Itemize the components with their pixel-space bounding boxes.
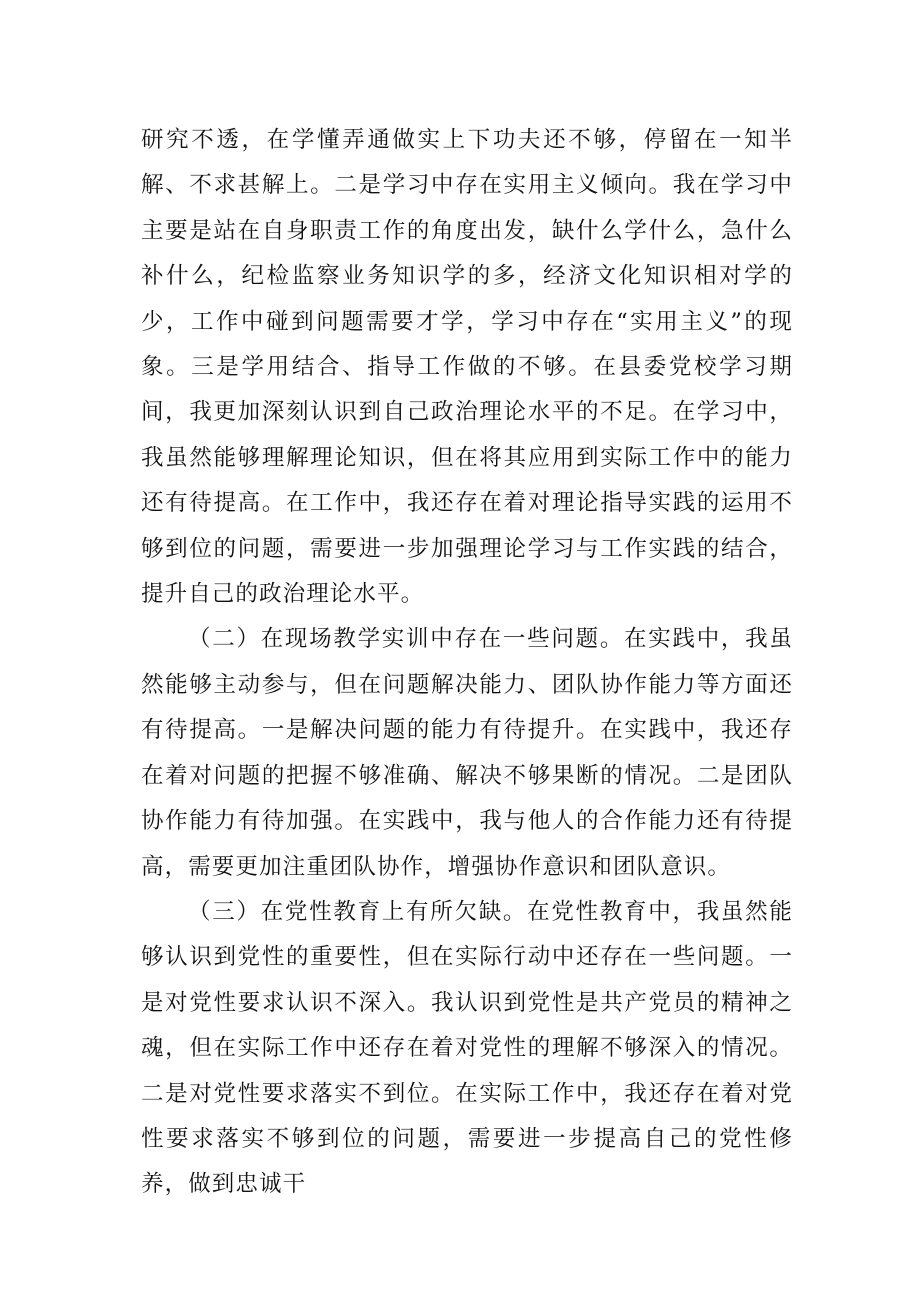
paragraph-party-spirit-issues: （三）在党性教育上有所欠缺。在党性教育中，我虽然能够认识到党性的重要性，但在实际行动中还存在一些问题。一是对党性要求认识不深入。我认识到党性是共产党员的精神之魂，但在实际工作中还存在着对党性的理解不够深入的情况。二是对党性要求落实不到位。在实际工作中，我还存在着对党性要求落实不够到位的问题，需要进一步提高自己的党性修养，做到忠诚干	[141, 898, 793, 1198]
paragraph-study-issues: 研究不透，在学懂弄通做实上下功夫还不够，停留在一知半解、不求甚解上。二是学习中存在实用主义倾向。我在学习中主要是站在自身职责工作的角度出发，缺什么学什么，急什么补什么，纪检监察业务知识学的多，经济文化知识相对学的少，工作中碰到问题需要才学，学习中存在“实用主义”的现象。三是学用结合、指导工作做的不够。在县委党校学习期间，我更加深刻认识到自己政治理论水平的不足。在学习中，我虽然能够理解理论知识，但在将其应用到实际工作中的能力还有待提高。在工作中，我还存在着对理论指导实践的运用不够到位的问题，需要进一步加强理论学习与工作实践的结合，提升自己的政治理论水平。	[141, 127, 793, 608]
paragraph-practice-issues: （二）在现场教学实训中存在一些问题。在实践中，我虽然能够主动参与，但在问题解决能力、团队协作能力等方面还有待提高。一是解决问题的能力有待提升。在实践中，我还存在着对问题的把握不够准确、解决不够果断的情况。二是团队协作能力有待加强。在实践中，我与他人的合作能力还有待提高，需要更加注重团队协作，增强协作意识和团队意识。	[141, 626, 793, 880]
document-body	[141, 118, 793, 1208]
